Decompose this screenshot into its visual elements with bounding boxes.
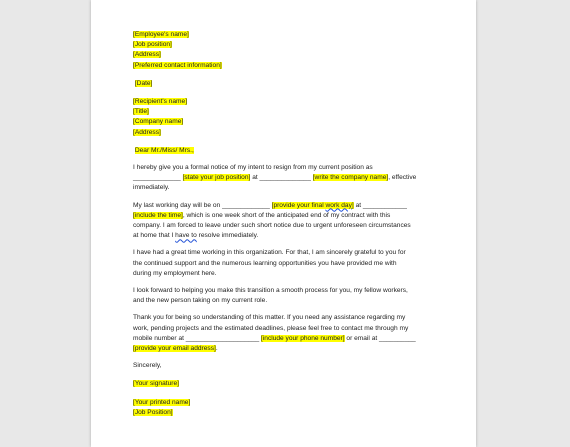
placeholder-job-position: [state your job position]	[182, 174, 251, 182]
placeholder-phone-number: [include your phone number]	[260, 334, 345, 342]
signature-placeholder: [Your signature]	[133, 380, 179, 388]
sender-name: [Employee's name]	[133, 31, 189, 38]
paragraph-1: I hereby give you a formal notice of my intent to resign from my current position as _____________ [state your job position] at ______________ [write the company name], effective immediately.	[133, 164, 417, 192]
recipient-address: [Address]	[133, 128, 161, 136]
placeholder-final-work-day: [provide your final work day]	[271, 201, 354, 209]
paragraph-3: I have had a great time working in this organization. For that, I am sincerely grateful to you for the continued support and the numerous learning opportunities you have provided me with during my employment here.	[133, 249, 406, 277]
recipient-company: [Company name]	[133, 118, 184, 126]
document-page	[91, 0, 476, 447]
letter-body	[133, 30, 429, 418]
placeholder-company-name: [write the company name]	[312, 174, 389, 182]
printed-name-placeholder: [Your printed name]	[133, 398, 191, 406]
recipient-title: [Title]	[133, 108, 149, 116]
recipient-name: [Recipient's name]	[133, 98, 188, 106]
paragraph-2: My last working day will be on _____________ [provide your final work day] at ____________ [include the time], which is one week short of the anticipated end of my contract with this company. I am forced to leave under such short notice due to urgent unforeseen circumstances at home that I have to resolve immediately.	[133, 201, 411, 240]
paragraph-5: Thank you for being so understanding of this matter. If you need any assistance regarding my work, pending projects and the estimated deadlines, please feel free to contact me through my mobile number at ____________________ [include your phone number] or email at __________ [provide your email address].	[133, 314, 416, 353]
closing: Sincerely,	[133, 362, 162, 370]
placeholder-email-address: [provide your email address]	[133, 345, 216, 353]
salutation: Dear Mr./Miss/ Mrs.,	[134, 146, 194, 154]
sender-contact: [Preferred contact information]	[133, 61, 222, 69]
paragraph-4: I look forward to helping you make this transition a smooth process for you, my fellow workers, and the new person taking on my current role.	[133, 287, 408, 305]
placeholder-time: [include the time]	[133, 211, 183, 219]
letter-date: [Date]	[134, 79, 153, 87]
closing-job-position: [Job Position]	[133, 408, 173, 416]
sender-job-position: [Job position]	[133, 41, 172, 49]
sender-address: [Address]	[133, 51, 161, 59]
